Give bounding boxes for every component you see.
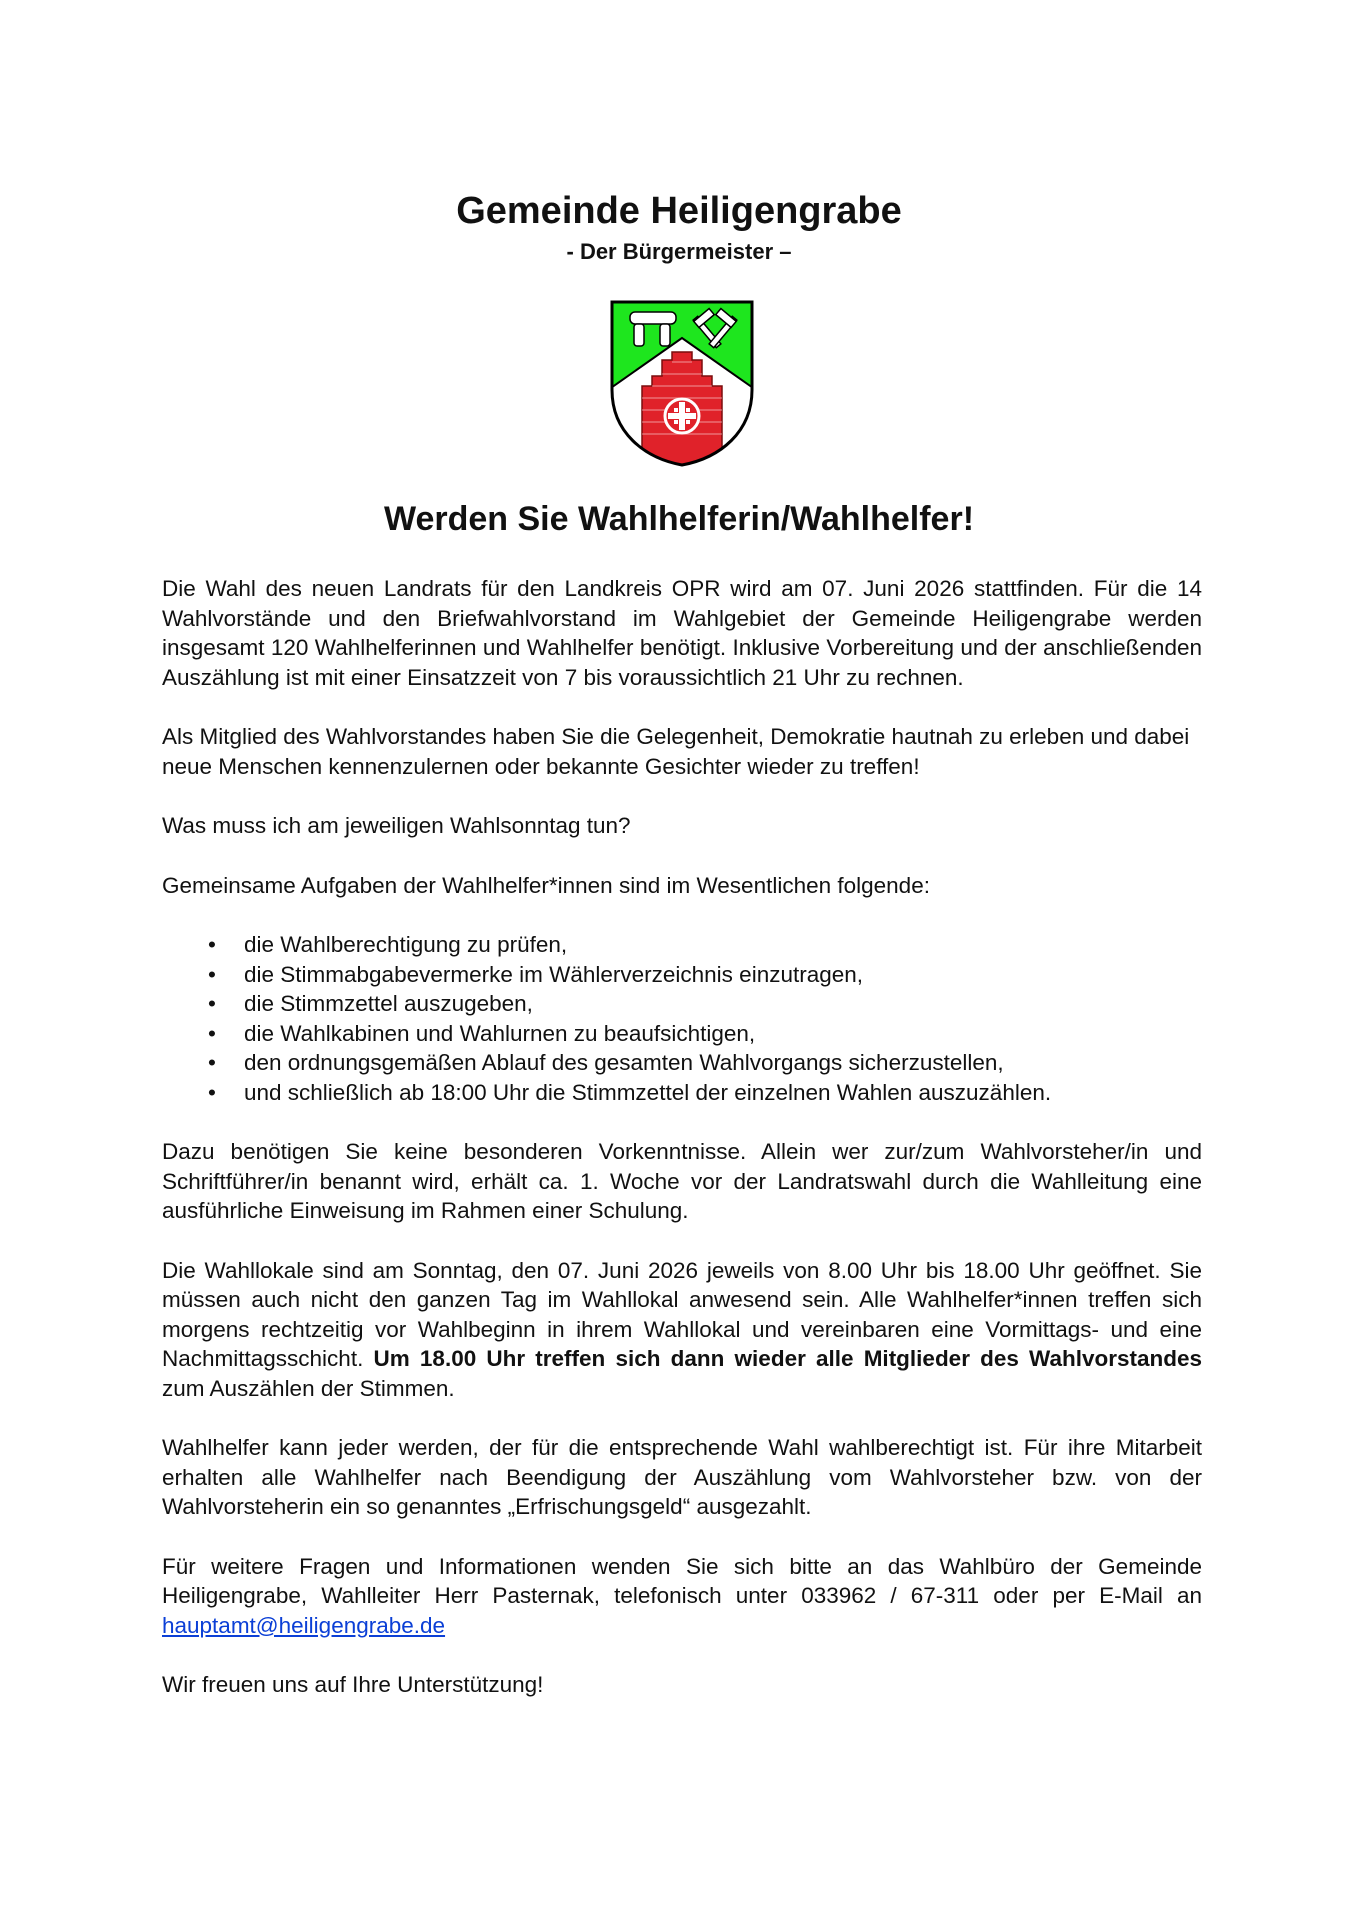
paragraph-question: Was muss ich am jeweiligen Wahlsonntag tun? xyxy=(162,813,631,838)
polling-hours-emphasis: Um 18.00 Uhr treffen sich dann wieder alle Mitglieder des Wahlvorstandes xyxy=(373,1346,1203,1371)
polling-hours-end: zum Auszählen der Stimmen. xyxy=(162,1375,455,1401)
polling-hours-text: Die Wahllokale sind am Sonntag, den 07. Juni 2026 jeweils von 8.00 Uhr bis 18.00 Uhr geöffnet. Sie müssen auch nicht den ganzen Tag im Wahllokal anwesend sein. Alle Wahlhelfer*innen treffen sich morgens rechtzeitig vor Wahlbeginn in ihrem Wahllokal und vereinbaren eine Vormittags- und eine Nachmittagsschicht. xyxy=(162,1257,1202,1371)
task-list xyxy=(162,930,1202,1107)
paragraph-polling-hours xyxy=(162,1256,1202,1404)
mayor-subtitle: - Der Bürgermeister – xyxy=(566,239,792,264)
paragraph-closing: Wir freuen uns auf Ihre Unterstützung! xyxy=(162,1672,544,1697)
contact-text: Für weitere Fragen und Informationen wenden Sie sich bitte an das Wahlbüro der Gemeinde Heiligengrabe, Wahlleiter Herr Pasternak, telefonisch unter 033962 / 67-311 oder per E-Mail an xyxy=(162,1553,1202,1608)
coat-of-arms-icon xyxy=(608,298,756,468)
list-item: • den ordnungsgemäßen Ablauf des gesamten Wahlvorgangs sicherzustellen, xyxy=(244,1048,1202,1078)
list-item: • die Wahlkabinen und Wahlurnen zu beaufsichtigen, xyxy=(244,1019,1202,1049)
paragraph-training: Dazu benötigen Sie keine besonderen Vorkenntnisse. Allein wer zur/zum Wahlvorsteher/in und Schriftführer/in benannt wird, erhält ca. 1. Woche vor der Landratswahl durch die Wahlleitung eine ausführliche Einweisung im Rahmen einer Schulung. xyxy=(162,1139,1202,1223)
list-item: • die Wahlberechtigung zu prüfen, xyxy=(244,930,1202,960)
list-item: • die Stimmabgabevermerke im Wählerverzeichnis einzutragen, xyxy=(244,960,1202,990)
headline: Werden Sie Wahlhelferin/Wahlhelfer! xyxy=(383,500,975,538)
body-text xyxy=(162,574,1202,1730)
email-link[interactable]: hauptamt@heiligengrabe.de xyxy=(162,1612,446,1638)
paragraph-membership: Als Mitglied des Wahlvorstandes haben Sie die Gelegenheit, Demokratie hautnah zu erleben und dabei neue Menschen kennenzulernen oder bekannte Gesichter wieder zu treffen! xyxy=(162,724,1190,779)
paragraph-eligibility: Wahlhelfer kann jeder werden, der für die entsprechende Wahl wahlberechtigt ist. Für ihre Mitarbeit erhalten alle Wahlhelfer nach Beendigung der Auszählung vom Wahlvorsteher bzw. von der Wahlvorsteherin ein so genanntes „Erfrischungsgeld“ ausgezahlt. xyxy=(162,1435,1202,1519)
municipality-title: Gemeinde Heiligengrabe xyxy=(456,190,902,232)
paragraph-election-info: Die Wahl des neuen Landrats für den Landkreis OPR wird am 07. Juni 2026 stattfinden. Für die 14 Wahlvorstände und den Briefwahlvorstand im Wahlgebiet der Gemeinde Heiligengrabe werden insgesamt 120 Wahlhelferinnen und Wahlhelfer benötigt. Inklusive Vorbereitung und der anschließenden Auszählung ist mit einer Einsatzzeit von 7 bis voraussichtlich 21 Uhr zu rechnen. xyxy=(162,576,1202,690)
paragraph-contact xyxy=(162,1552,1202,1641)
paragraph-tasks-intro: Gemeinsame Aufgaben der Wahlhelfer*innen sind im Wesentlichen folgende: xyxy=(162,872,930,898)
list-item: • und schließlich ab 18:00 Uhr die Stimmzettel der einzelnen Wahlen auszuzählen. xyxy=(244,1078,1202,1108)
list-item: • die Stimmzettel auszugeben, xyxy=(244,989,1202,1019)
